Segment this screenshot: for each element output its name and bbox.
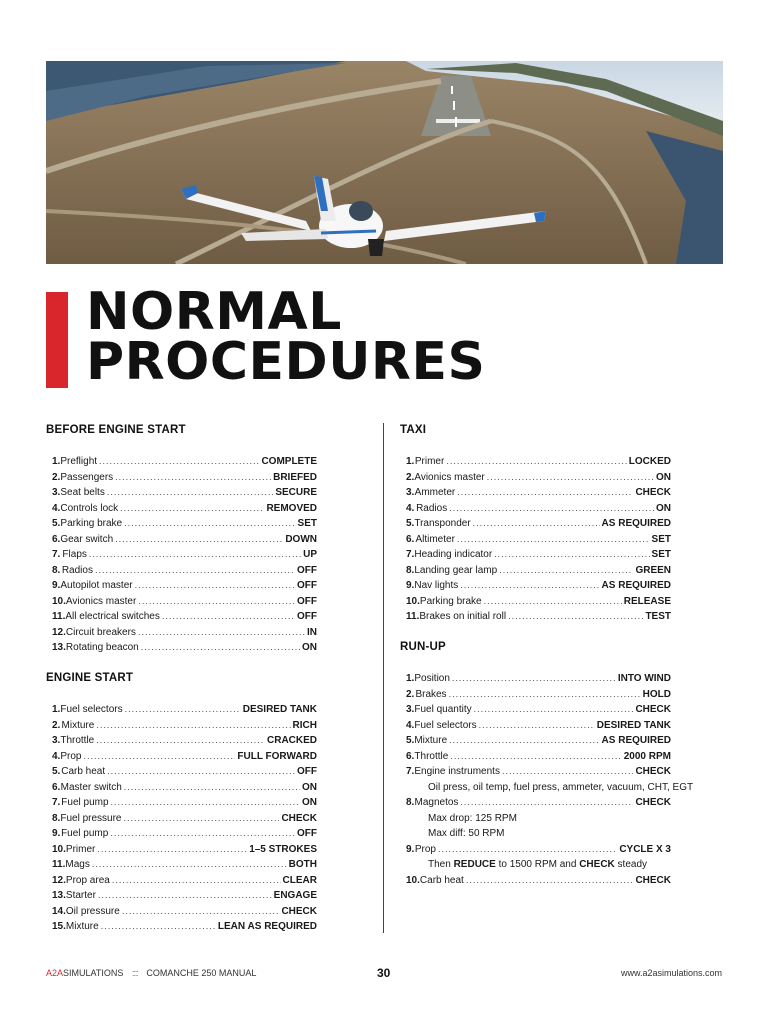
leader-dots [123,813,279,823]
note-text: to 1500 RPM and [498,859,577,870]
item-label: Prop [414,843,436,855]
leader-dots [474,704,634,714]
item-label: Fuel selectors [60,704,123,715]
item-value: GREEN [635,564,671,576]
item-value: OFF [297,766,317,777]
item-number: 6. [406,533,415,545]
title-accent-bar [46,292,68,388]
item-label: Mixture [61,719,95,731]
list-item [46,611,317,627]
item-number: 11. [52,611,66,622]
checklist [400,673,694,890]
leader-dots [107,487,273,497]
item-label: Oil pressure [65,905,120,917]
leader-dots [120,503,264,513]
item-number: 2. [52,719,61,731]
item-label: Heading indicator [414,549,493,560]
item-label: Fuel pump [61,797,109,808]
leader-dots [449,735,599,745]
item-number: 4. [52,750,61,762]
item-number: 13. [52,890,66,901]
item-label: Avionics master [414,471,485,483]
checklist [400,456,671,627]
list-item [46,518,317,534]
leader-dots [457,487,633,497]
item-number: 7. [52,797,61,808]
item-number: 2. [406,471,415,483]
list-item [46,720,317,736]
item-value: LOCKED [628,456,671,467]
section-heading: ENGINE START [46,672,134,684]
item-value: SET [651,549,671,560]
note-text: Max drop: 125 RPM [428,812,517,824]
item-value: IN [307,626,317,638]
list-item [400,797,671,813]
list-item [46,642,317,658]
item-label: Radios [61,564,93,576]
list-item [400,673,671,689]
item-value: SET [651,533,671,545]
item-label: All electrical switches [65,611,160,622]
item-number: 11. [406,611,420,622]
list-item [46,906,317,922]
item-number: 10. [52,595,66,607]
item-label: Rotating beacon [65,642,139,653]
item-value: OFF [297,611,317,622]
item-value: LEAN AS REQUIRED [217,921,317,932]
list-item [46,565,317,581]
item-number: 1. [406,673,415,684]
note-text: Then [428,859,451,870]
leader-dots [466,875,634,885]
leader-dots [97,844,247,854]
item-label: Mixture [414,735,448,746]
item-number: 5. [52,518,61,529]
item-value: ON [302,781,317,793]
list-item [400,534,671,550]
item-number: 1. [52,704,61,715]
list-item [400,518,671,534]
item-note [400,781,694,798]
leader-dots [96,735,265,745]
leader-dots [162,611,295,621]
leader-dots [98,890,272,900]
list-item [400,875,671,891]
item-note [400,828,671,844]
list-item [46,704,317,720]
list-item [400,751,671,767]
item-number: 10. [406,874,420,886]
item-number: 9. [52,828,61,839]
item-label: Master switch [60,781,122,793]
leader-dots [460,580,599,590]
list-item [400,565,671,581]
list-item [400,704,671,720]
leader-dots [124,782,300,792]
page-number: 30 [377,966,391,980]
item-value: SECURE [275,487,317,498]
item-number: 4. [52,502,61,514]
item-value: OFF [297,828,317,839]
leader-dots [124,518,295,528]
item-label: Preflight [60,456,98,467]
leader-dots [449,503,654,513]
section-run-up [400,641,694,890]
item-label: Fuel pressure [60,812,122,824]
item-value: ON [656,502,671,514]
item-note [400,813,671,829]
item-label: Ammeter [414,487,456,498]
item-number: 5. [406,518,415,529]
leader-dots [138,627,305,637]
item-number: 11. [52,859,66,870]
item-value: HOLD [642,688,671,700]
item-value: OFF [297,564,317,576]
page-title [86,282,486,392]
item-value: OFF [297,580,317,591]
item-number: 10. [52,843,66,855]
list-item [46,921,317,937]
item-value: ENGAGE [273,890,317,901]
item-value: BOTH [288,859,317,870]
item-value: DOWN [285,533,317,545]
item-number: 4. [406,502,415,514]
page-title-line-1: NORMAL [86,282,342,342]
footer-manual-title: COMANCHE 250 MANUAL [146,968,257,978]
leader-dots [110,828,295,838]
item-label: Brakes on initial roll [419,611,507,622]
list-item [46,813,317,829]
item-value: SET [297,518,317,529]
item-value: ON [656,471,671,483]
list-item [46,503,317,519]
leader-dots [107,766,295,776]
note-emphasis: REDUCE [453,859,496,870]
item-label: Nav lights [414,580,459,591]
item-number: 12. [52,874,66,886]
item-value: CYCLE X 3 [619,843,671,855]
list-item [400,596,671,612]
leader-dots [83,751,235,761]
item-number: 12. [52,626,66,638]
item-number: 6. [52,781,61,793]
item-label: Position [414,673,450,684]
item-label: Autopilot master [60,580,133,591]
item-value: TEST [645,611,671,622]
leader-dots [112,875,281,885]
item-label: Flaps [62,549,87,560]
item-value: CHECK [281,812,317,824]
leader-dots [479,720,595,730]
item-number: 3. [52,487,61,498]
list-item [400,611,671,627]
leader-dots [499,565,633,575]
item-label: Brakes [415,688,447,700]
item-value: CHECK [281,905,317,917]
leader-dots [111,797,300,807]
item-number: 9. [406,843,415,855]
list-item [46,580,317,596]
list-item [46,549,317,565]
item-value: UP [303,549,317,560]
list-item [46,766,317,782]
item-value: CHECK [635,704,671,715]
list-item [400,580,671,596]
list-item [46,875,317,891]
item-label: Carb heat [419,874,464,886]
note-text: Max diff: 50 RPM [428,828,505,839]
item-label: Prop [60,750,82,762]
leader-dots [92,859,287,869]
item-number: 8. [406,797,415,808]
leader-dots [452,673,616,683]
leader-dots [135,580,295,590]
list-item [400,487,671,503]
item-label: Primer [65,843,96,855]
item-value: COMPLETE [261,456,317,467]
list-item [46,890,317,906]
footer-brand-simulations: SIMULATIONS [63,968,124,978]
item-label: Starter [65,890,96,901]
item-label: Magnetos [414,797,459,808]
checklist [46,456,317,658]
list-item [46,751,317,767]
item-label: Mags [65,859,90,870]
item-label: Passengers [60,471,114,483]
note-text: Oil press, oil temp, fuel press, ammeter, vacuum, CHT, EGT [428,781,694,793]
item-number: 6. [52,533,61,545]
item-label: Seat belts [60,487,105,498]
section-engine-start [46,672,317,937]
item-number: 2. [406,688,415,700]
section-before-engine-start [46,424,317,658]
item-label: Primer [414,456,445,467]
list-item [400,472,671,488]
item-label: Transponder [414,518,471,529]
leader-dots [141,642,300,652]
page-title-line-2: PROCEDURES [86,332,486,392]
list-item [400,735,671,751]
item-label: Gear switch [60,533,114,545]
item-number: 3. [52,735,61,746]
leader-dots [502,766,633,776]
column-divider [383,423,384,933]
item-value: ON [302,797,317,808]
leader-dots [125,704,241,714]
item-number: 13. [52,642,66,653]
leader-dots [115,472,271,482]
item-label: Altimeter [415,533,455,545]
item-value: BRIEFED [273,471,317,483]
leader-dots [95,565,295,575]
footer-separator: :::: [131,968,138,978]
item-number: 7. [52,549,61,560]
item-value: DESIRED TANK [596,719,671,731]
item-value: CHECK [635,487,671,498]
item-number: 9. [406,580,415,591]
item-value: AS REQUIRED [601,580,671,591]
airplane-photo-illustration [46,61,723,264]
footer-brand [46,968,256,978]
item-note [400,859,671,875]
item-label: Prop area [65,874,110,886]
item-number: 9. [52,580,61,591]
item-number: 7. [406,549,415,560]
leader-dots [446,456,626,466]
section-heading: BEFORE ENGINE START [46,424,186,436]
item-label: Radios [416,502,448,514]
list-item [400,503,671,519]
list-item [46,844,317,860]
item-value: OFF [297,595,317,607]
item-value: AS REQUIRED [601,735,671,746]
item-number: 1. [52,456,61,467]
item-value: REMOVED [266,502,317,514]
item-number: 8. [52,812,61,824]
item-value: INTO WIND [617,673,671,684]
item-number: 8. [406,564,415,576]
section-taxi [400,424,671,627]
list-item [400,456,671,472]
leader-dots [494,549,649,559]
item-number: 14. [52,905,66,917]
leader-dots [487,472,654,482]
leader-dots [449,689,641,699]
leader-dots [460,797,633,807]
list-item [46,859,317,875]
item-label: Avionics master [65,595,137,607]
leader-dots [96,720,290,730]
list-item [46,534,317,550]
leader-dots [122,906,280,916]
item-value: 2000 RPM [623,750,671,762]
item-label: Throttle [60,735,95,746]
item-label: Landing gear lamp [414,564,498,576]
list-item [400,720,671,736]
section-heading: TAXI [400,424,427,436]
item-number: 1. [406,456,415,467]
item-number: 5. [406,735,415,746]
item-number: 10. [406,595,420,607]
list-item [46,596,317,612]
list-item [46,627,317,643]
leader-dots [89,549,301,559]
leader-dots [99,456,259,466]
footer-brand-a2a: A2A [46,968,64,978]
item-value: CHECK [635,766,671,777]
leader-dots [457,534,650,544]
item-value: RELEASE [623,595,671,607]
item-label: Fuel quantity [414,704,472,715]
note-emphasis: CHECK [579,859,615,870]
leader-dots [101,921,216,931]
leader-dots [473,518,600,528]
item-number: 3. [406,704,415,715]
item-label: Engine instruments [414,766,500,777]
footer-url: www.a2asimulations.com [620,968,722,978]
item-number: 7. [406,766,415,777]
list-item [46,782,317,798]
note-text: steady [617,859,648,870]
leader-dots [115,534,283,544]
item-value: CRACKED [267,735,317,746]
item-value: DESIRED TANK [242,704,317,715]
item-label: Fuel selectors [414,719,477,731]
item-value: FULL FORWARD [237,750,317,762]
item-number: 15. [52,921,66,932]
list-item [46,487,317,503]
item-value: CHECK [635,874,671,886]
item-label: Circuit breakers [65,626,136,638]
list-item [400,766,671,782]
hero-image [46,61,723,264]
leader-dots [508,611,643,621]
item-label: Parking brake [419,595,482,607]
item-value: CLEAR [282,874,317,886]
list-item [400,689,671,705]
list-item [46,735,317,751]
leader-dots [450,751,621,761]
item-number: 6. [406,750,415,762]
item-value: RICH [292,719,317,731]
list-item [46,472,317,488]
item-number: 8. [52,564,61,576]
item-value: ON [302,642,317,653]
leader-dots [484,596,622,606]
leader-dots [438,844,617,854]
item-value: CHECK [635,797,671,808]
list-item [46,828,317,844]
item-number: 3. [406,487,415,498]
item-label: Parking brake [60,518,123,529]
item-label: Carb heat [61,766,106,777]
item-label: Controls lock [60,502,119,514]
list-item [400,844,671,860]
item-value: 1–5 STROKES [249,843,317,855]
leader-dots [138,596,295,606]
list-item [46,797,317,813]
list-item [46,456,317,472]
item-number: 5. [52,766,61,777]
section-heading: RUN-UP [400,641,446,653]
item-label: Fuel pump [61,828,109,839]
item-value: AS REQUIRED [601,518,671,529]
item-number: 4. [406,719,415,731]
item-label: Throttle [414,750,449,762]
item-label: Mixture [65,921,99,932]
checklist [46,704,317,937]
item-number: 2. [52,471,61,483]
list-item [400,549,671,565]
